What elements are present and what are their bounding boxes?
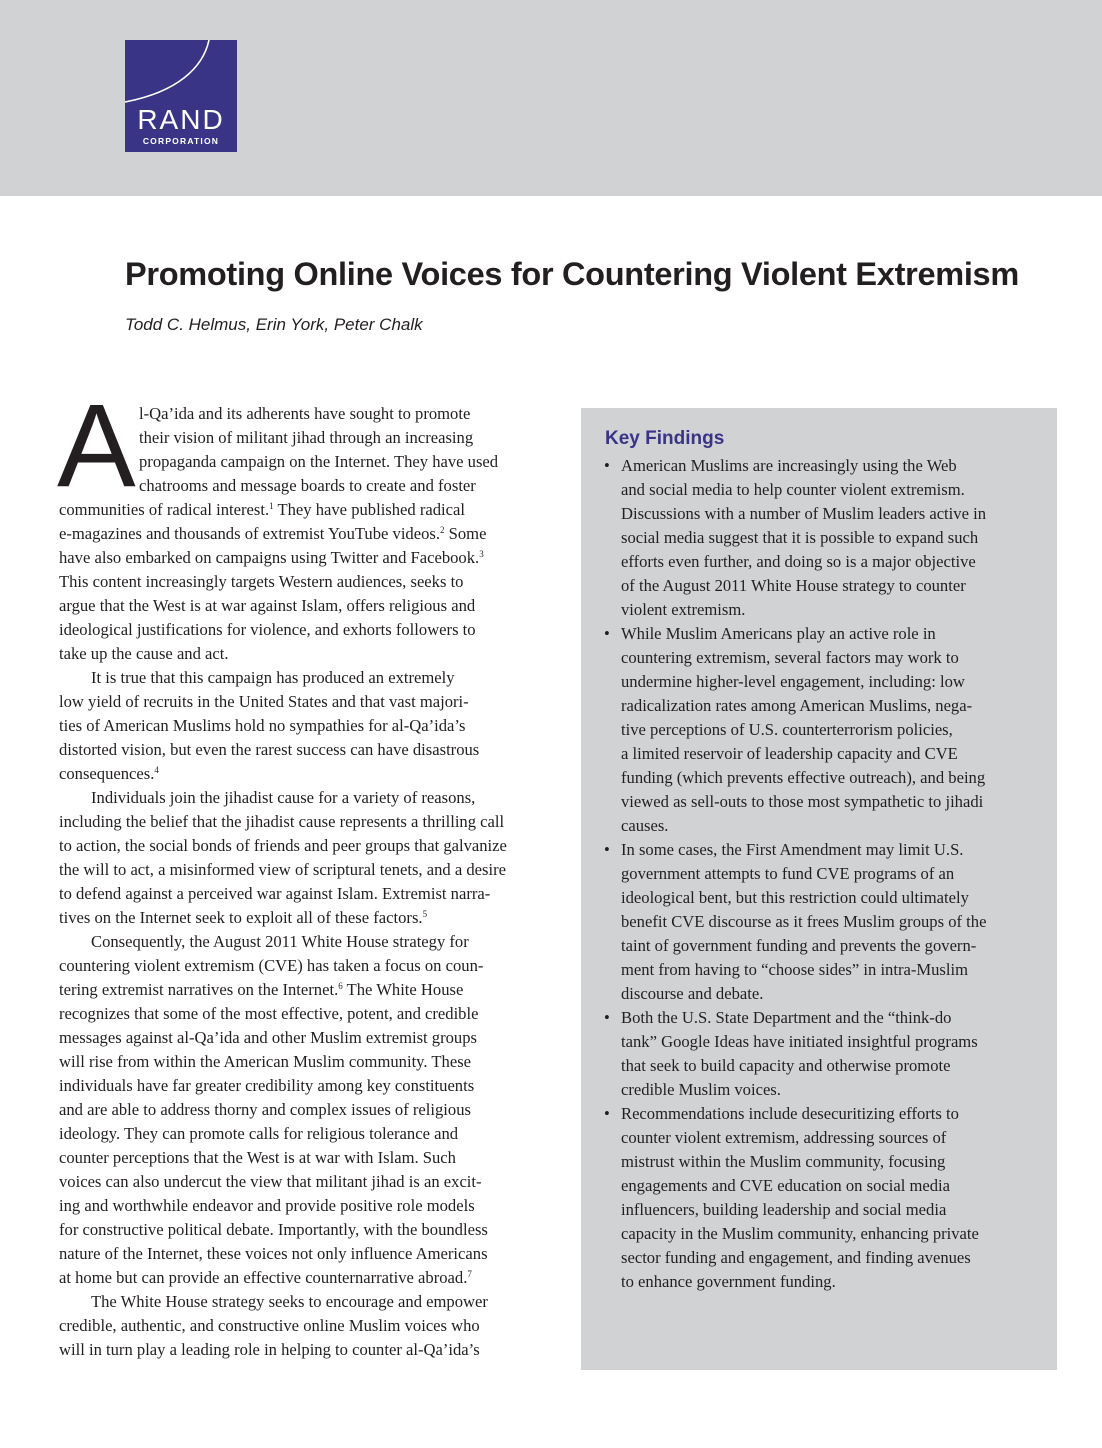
text-line: It is true that this campaign has produced an extremely: [91, 668, 455, 687]
footnote-ref: 3: [479, 549, 484, 559]
text-line: at home but can provide an effective counternarrative abroad.$^7$: [59, 1268, 472, 1287]
text-line: Individuals join the jihadist cause for a variety of reasons,: [91, 788, 476, 807]
key-finding-line: While Muslim Americans play an active role in: [621, 624, 936, 643]
footnote-ref: 2: [440, 525, 445, 535]
key-finding-line: tive perceptions of U.S. counterterrorism policies,: [621, 720, 953, 739]
key-finding-line: Both the U.S. State Department and the “think-do: [621, 1008, 952, 1027]
footnote-ref: 1: [269, 501, 274, 511]
text-line: and are able to address thorny and complex issues of religious: [59, 1100, 471, 1119]
key-finding-line: government attempts to fund CVE programs of an: [621, 864, 955, 883]
text-line: to action, the social bonds of friends and peer groups that galvanize: [59, 836, 507, 855]
bullet-icon: •: [604, 840, 610, 859]
key-finding-line: influencers, building leadership and social media: [621, 1200, 947, 1219]
key-finding-line: efforts even further, and doing so is a major objective: [621, 552, 976, 571]
text-line: have also embarked on campaigns using Twitter and Facebook.$^3$: [59, 548, 484, 567]
text-line: counter perceptions that the West is at war with Islam. Such: [59, 1148, 456, 1167]
text-line: ing and worthwhile endeavor and provide positive role models: [59, 1196, 475, 1215]
text-line: communities of radical interest.$^1$ They have published radical: [59, 500, 466, 519]
text-line: will in turn play a leading role in helping to counter al-Qa’ida’s: [59, 1340, 480, 1359]
key-finding-line: social media suggest that it is possible to expand such: [621, 528, 979, 547]
text-line: e-magazines and thousands of extremist YouTube videos.$^2$ Some: [59, 524, 487, 543]
key-findings-box: [581, 408, 1057, 1370]
logo-sub: CORPORATION: [142, 136, 220, 146]
text-line: This content increasingly targets Western audiences, seeks to: [59, 572, 464, 591]
key-finding-line: Discussions with a number of Muslim leaders active in: [621, 504, 986, 523]
text-line: argue that the West is at war against Islam, offers religious and: [59, 596, 476, 615]
key-finding-line: engagements and CVE education on social media: [621, 1176, 951, 1195]
text-line: the will to act, a misinformed view of scriptural tenets, and a desire: [59, 860, 506, 879]
key-finding-item: [604, 622, 1051, 838]
body-text: [57, 380, 537, 1362]
header-band: [0, 0, 1102, 196]
text-line: low yield of recruits in the United States and that vast majori-: [59, 692, 469, 711]
text-line: take up the cause and act.: [59, 644, 229, 663]
key-finding-line: violent extremism.: [621, 600, 746, 619]
text-line: propaganda campaign on the Internet. They have used: [139, 452, 499, 471]
key-finding-line: viewed as sell-outs to those most sympathetic to jihadi: [621, 792, 984, 811]
text-line: nature of the Internet, these voices not only influence Americans: [59, 1244, 488, 1263]
drop-cap: A: [57, 380, 136, 512]
text-line: voices can also undercut the view that militant jihad is an excit-: [59, 1172, 482, 1191]
text-line: ideological justifications for violence, and exhorts followers to: [59, 620, 476, 639]
key-finding-line: causes.: [621, 816, 669, 835]
key-finding-line: Recommendations include desecuritizing efforts to: [621, 1104, 959, 1123]
key-finding-item: [604, 1102, 1051, 1294]
key-finding-line: tank” Google Ideas have initiated insightful programs: [621, 1032, 978, 1051]
key-finding-line: sector funding and engagement, and finding avenues: [621, 1248, 971, 1267]
text-line: tives on the Internet seek to exploit all of these factors.$^5$: [59, 908, 428, 927]
bullet-icon: •: [604, 1104, 610, 1123]
key-finding-line: countering extremism, several factors may work to: [621, 648, 959, 667]
key-finding-item: [604, 1006, 1051, 1102]
key-finding-line: capacity in the Muslim community, enhancing private: [621, 1224, 979, 1243]
key-finding-line: benefit CVE discourse as it frees Muslim groups of the: [621, 912, 987, 931]
bullet-icon: •: [604, 1008, 610, 1027]
key-finding-line: mistrust within the Muslim community, focusing: [621, 1152, 946, 1171]
authors: Todd C. Helmus, Erin York, Peter Chalk: [125, 315, 423, 334]
key-finding-line: American Muslims are increasingly using the Web: [621, 456, 957, 475]
text-line: Consequently, the August 2011 White House strategy for: [91, 932, 469, 951]
key-findings-list: [604, 454, 1051, 1294]
text-line: countering violent extremism (CVE) has taken a focus on coun-: [59, 956, 484, 975]
text-line: will rise from within the American Muslim community. These: [59, 1052, 472, 1071]
key-finding-line: and social media to help counter violent extremism.: [621, 480, 965, 499]
key-finding-line: ment from having to “choose sides” in intra-Muslim: [621, 960, 969, 979]
key-finding-line: In some cases, the First Amendment may limit U.S.: [621, 840, 964, 859]
rand-logo: [125, 40, 237, 152]
key-finding-line: radicalization rates among American Muslims, nega-: [621, 696, 973, 715]
key-finding-line: of the August 2011 White House strategy to counter: [621, 576, 966, 595]
key-finding-line: to enhance government funding.: [621, 1272, 836, 1291]
text-line: consequences.$^4$: [59, 764, 159, 783]
bullet-icon: •: [604, 456, 610, 475]
text-line: distorted vision, but even the rarest success can have disastrous: [59, 740, 480, 759]
text-line: tering extremist narratives on the Internet.$^6$ The White House: [59, 980, 464, 999]
text-line: chatrooms and message boards to create and foster: [139, 476, 476, 495]
key-finding-line: ideological bent, but this restriction could ultimately: [621, 888, 969, 907]
key-finding-item: [604, 838, 1051, 1006]
key-finding-line: funding (which prevents effective outreach), and being: [621, 768, 986, 787]
logo-name: RAND: [137, 104, 225, 135]
text-line: recognizes that some of the most effective, potent, and credible: [59, 1004, 479, 1023]
text-line: their vision of militant jihad through an increasing: [139, 428, 474, 447]
text-line: l-Qa’ida and its adherents have sought to promote: [139, 404, 471, 423]
text-line: including the belief that the jihadist cause represents a thrilling call: [59, 812, 505, 831]
text-line: for constructive political debate. Importantly, with the boundless: [59, 1220, 488, 1239]
key-findings-title: Key Findings: [605, 428, 725, 449]
text-line: to defend against a perceived war against Islam. Extremist narra-: [59, 884, 491, 903]
key-finding-line: discourse and debate.: [621, 984, 764, 1003]
text-line: messages against al-Qa’ida and other Muslim extremist groups: [59, 1028, 477, 1047]
text-line: The White House strategy seeks to encourage and empower: [91, 1292, 488, 1311]
key-finding-line: a limited reservoir of leadership capacity and CVE: [621, 744, 958, 763]
key-finding-line: undermine higher-level engagement, including: low: [621, 672, 965, 691]
text-line: ideology. They can promote calls for religious tolerance and: [59, 1124, 459, 1143]
key-finding-line: that seek to build capacity and otherwise promote: [621, 1056, 951, 1075]
footnote-ref: 5: [422, 909, 428, 919]
key-finding-line: taint of government funding and prevents the govern-: [621, 936, 977, 955]
key-finding-line: credible Muslim voices.: [621, 1080, 781, 1099]
bullet-icon: •: [604, 624, 610, 643]
key-finding-line: counter violent extremism, addressing sources of: [621, 1128, 947, 1147]
footnote-ref: 6: [338, 981, 343, 991]
page-title: Promoting Online Voices for Countering Violent Extremism: [125, 256, 1019, 292]
text-line: credible, authentic, and constructive online Muslim voices who: [59, 1316, 480, 1335]
text-line: individuals have far greater credibility among key constituents: [59, 1076, 475, 1095]
footnote-ref: 4: [154, 765, 159, 775]
key-finding-item: [604, 454, 1051, 622]
text-line: ties of American Muslims hold no sympathies for al-Qa’ida’s: [59, 716, 466, 735]
footnote-ref: 7: [467, 1269, 472, 1279]
